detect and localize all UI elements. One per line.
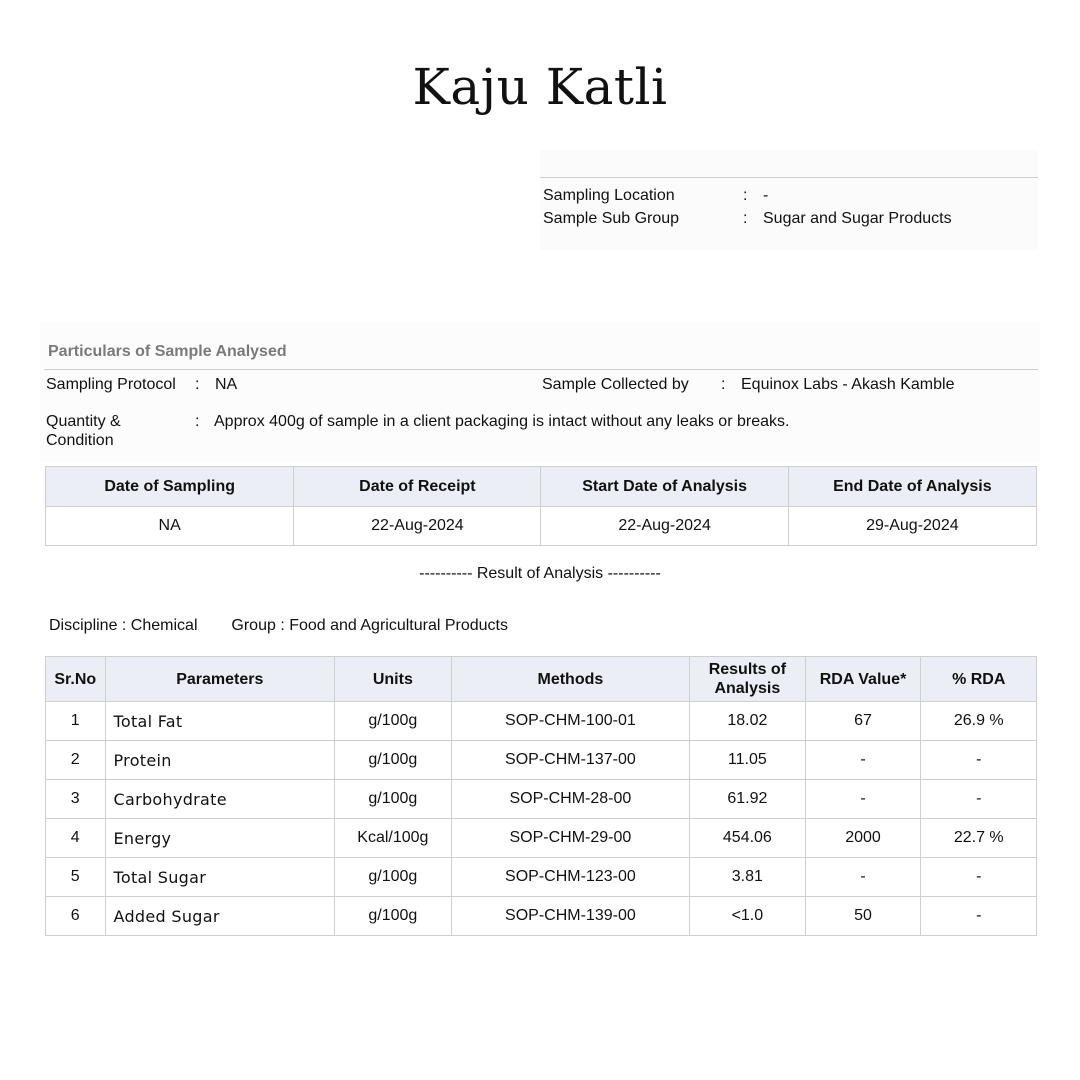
unit-cell: g/100g [335,858,452,897]
pct-rda-cell: - [921,858,1037,897]
srno-cell: 4 [46,819,106,858]
start-date-value: 22-Aug-2024 [541,507,788,546]
pct-rda-cell: 26.9 % [921,702,1037,741]
divider [540,177,1038,178]
sample-collected-value: Equinox Labs - Akash Kamble [741,376,955,393]
unit-cell: Kcal/100g [335,819,452,858]
table-row [46,741,1037,780]
results-header-line1: Results of [708,661,787,678]
separator: : [195,376,200,393]
method-cell: SOP-CHM-100-01 [451,702,689,741]
page-title: Kaju Katli [412,58,668,116]
sample-sub-group-value: Sugar and Sugar Products [763,210,952,227]
dates-value-row [46,507,1037,546]
quantity-label-line2: Condition [46,432,114,449]
sampling-protocol-label: Sampling Protocol [46,376,176,393]
result-cell: 11.05 [690,741,805,780]
parameter-cell: Energy [105,819,335,858]
srno-cell: 2 [46,741,106,780]
result-cell: 18.02 [690,702,805,741]
method-cell: SOP-CHM-29-00 [451,819,689,858]
parameter-cell: Total Sugar [105,858,335,897]
sample-collected-label: Sample Collected by [542,376,689,393]
rda-cell: 67 [805,702,921,741]
table-row [46,858,1037,897]
method-cell: SOP-CHM-137-00 [451,741,689,780]
srno-header: Sr.No [46,657,106,702]
dates-table [45,466,1037,546]
srno-cell: 3 [46,780,106,819]
parameter-cell: Protein [105,741,335,780]
group-text: Group : Food and Agricultural Products [231,617,508,634]
particulars-heading: Particulars of Sample Analysed [48,343,287,360]
separator: : [195,413,200,430]
sample-location-block [540,150,1038,250]
parameter-cell: Added Sugar [105,897,335,936]
srno-cell: 1 [46,702,106,741]
methods-header: Methods [451,657,689,702]
unit-cell: g/100g [335,702,452,741]
result-of-analysis-heading: ---------- Result of Analysis ---------- [419,565,661,582]
method-cell: SOP-CHM-28-00 [451,780,689,819]
separator: : [743,187,748,204]
pct-rda-cell: - [921,897,1037,936]
parameters-header: Parameters [105,657,335,702]
date-receipt-value: 22-Aug-2024 [294,507,541,546]
separator: : [743,210,748,227]
pct-rda-cell: - [921,780,1037,819]
table-row [46,780,1037,819]
rda-cell: 2000 [805,819,921,858]
result-cell: <1.0 [690,897,805,936]
pct-rda-cell: 22.7 % [921,819,1037,858]
result-cell: 454.06 [690,819,805,858]
rda-header: RDA Value* [805,657,921,702]
date-sampling-value: NA [46,507,294,546]
rda-cell: - [805,858,921,897]
date-sampling-header: Date of Sampling [46,467,294,507]
srno-cell: 5 [46,858,106,897]
results-header-line2: Analysis [714,680,781,697]
unit-cell: g/100g [335,741,452,780]
quantity-label-line1: Quantity & [46,413,121,430]
dates-header-row [46,467,1037,507]
start-date-header: Start Date of Analysis [541,467,788,507]
sample-sub-group-label: Sample Sub Group [543,210,680,227]
discipline-text: Discipline : Chemical [49,617,198,634]
table-row [46,819,1037,858]
date-receipt-header: Date of Receipt [294,467,541,507]
result-cell: 61.92 [690,780,805,819]
sampling-protocol-value: NA [215,376,238,393]
method-cell: SOP-CHM-123-00 [451,858,689,897]
rda-cell: 50 [805,897,921,936]
parameter-cell: Carbohydrate [105,780,335,819]
pct-rda-header: % RDA [921,657,1037,702]
table-row [46,897,1037,936]
pct-rda-cell: - [921,741,1037,780]
rda-cell: - [805,741,921,780]
end-date-value: 29-Aug-2024 [788,507,1036,546]
separator: : [721,376,726,393]
sampling-location-label: Sampling Location [543,187,675,204]
units-header: Units [335,657,452,702]
results-header-row [46,657,1037,702]
results-table [45,656,1037,936]
unit-cell: g/100g [335,897,452,936]
quantity-value: Approx 400g of sample in a client packaging is intact without any leaks or breaks. [214,413,790,430]
rda-cell: - [805,780,921,819]
table-row [46,702,1037,741]
results-header [690,657,805,702]
unit-cell: g/100g [335,780,452,819]
method-cell: SOP-CHM-139-00 [451,897,689,936]
divider [44,369,1038,370]
result-cell: 3.81 [690,858,805,897]
end-date-header: End Date of Analysis [788,467,1036,507]
discipline-line [49,617,508,635]
sampling-location-value: - [763,187,769,204]
parameter-cell: Total Fat [105,702,335,741]
srno-cell: 6 [46,897,106,936]
